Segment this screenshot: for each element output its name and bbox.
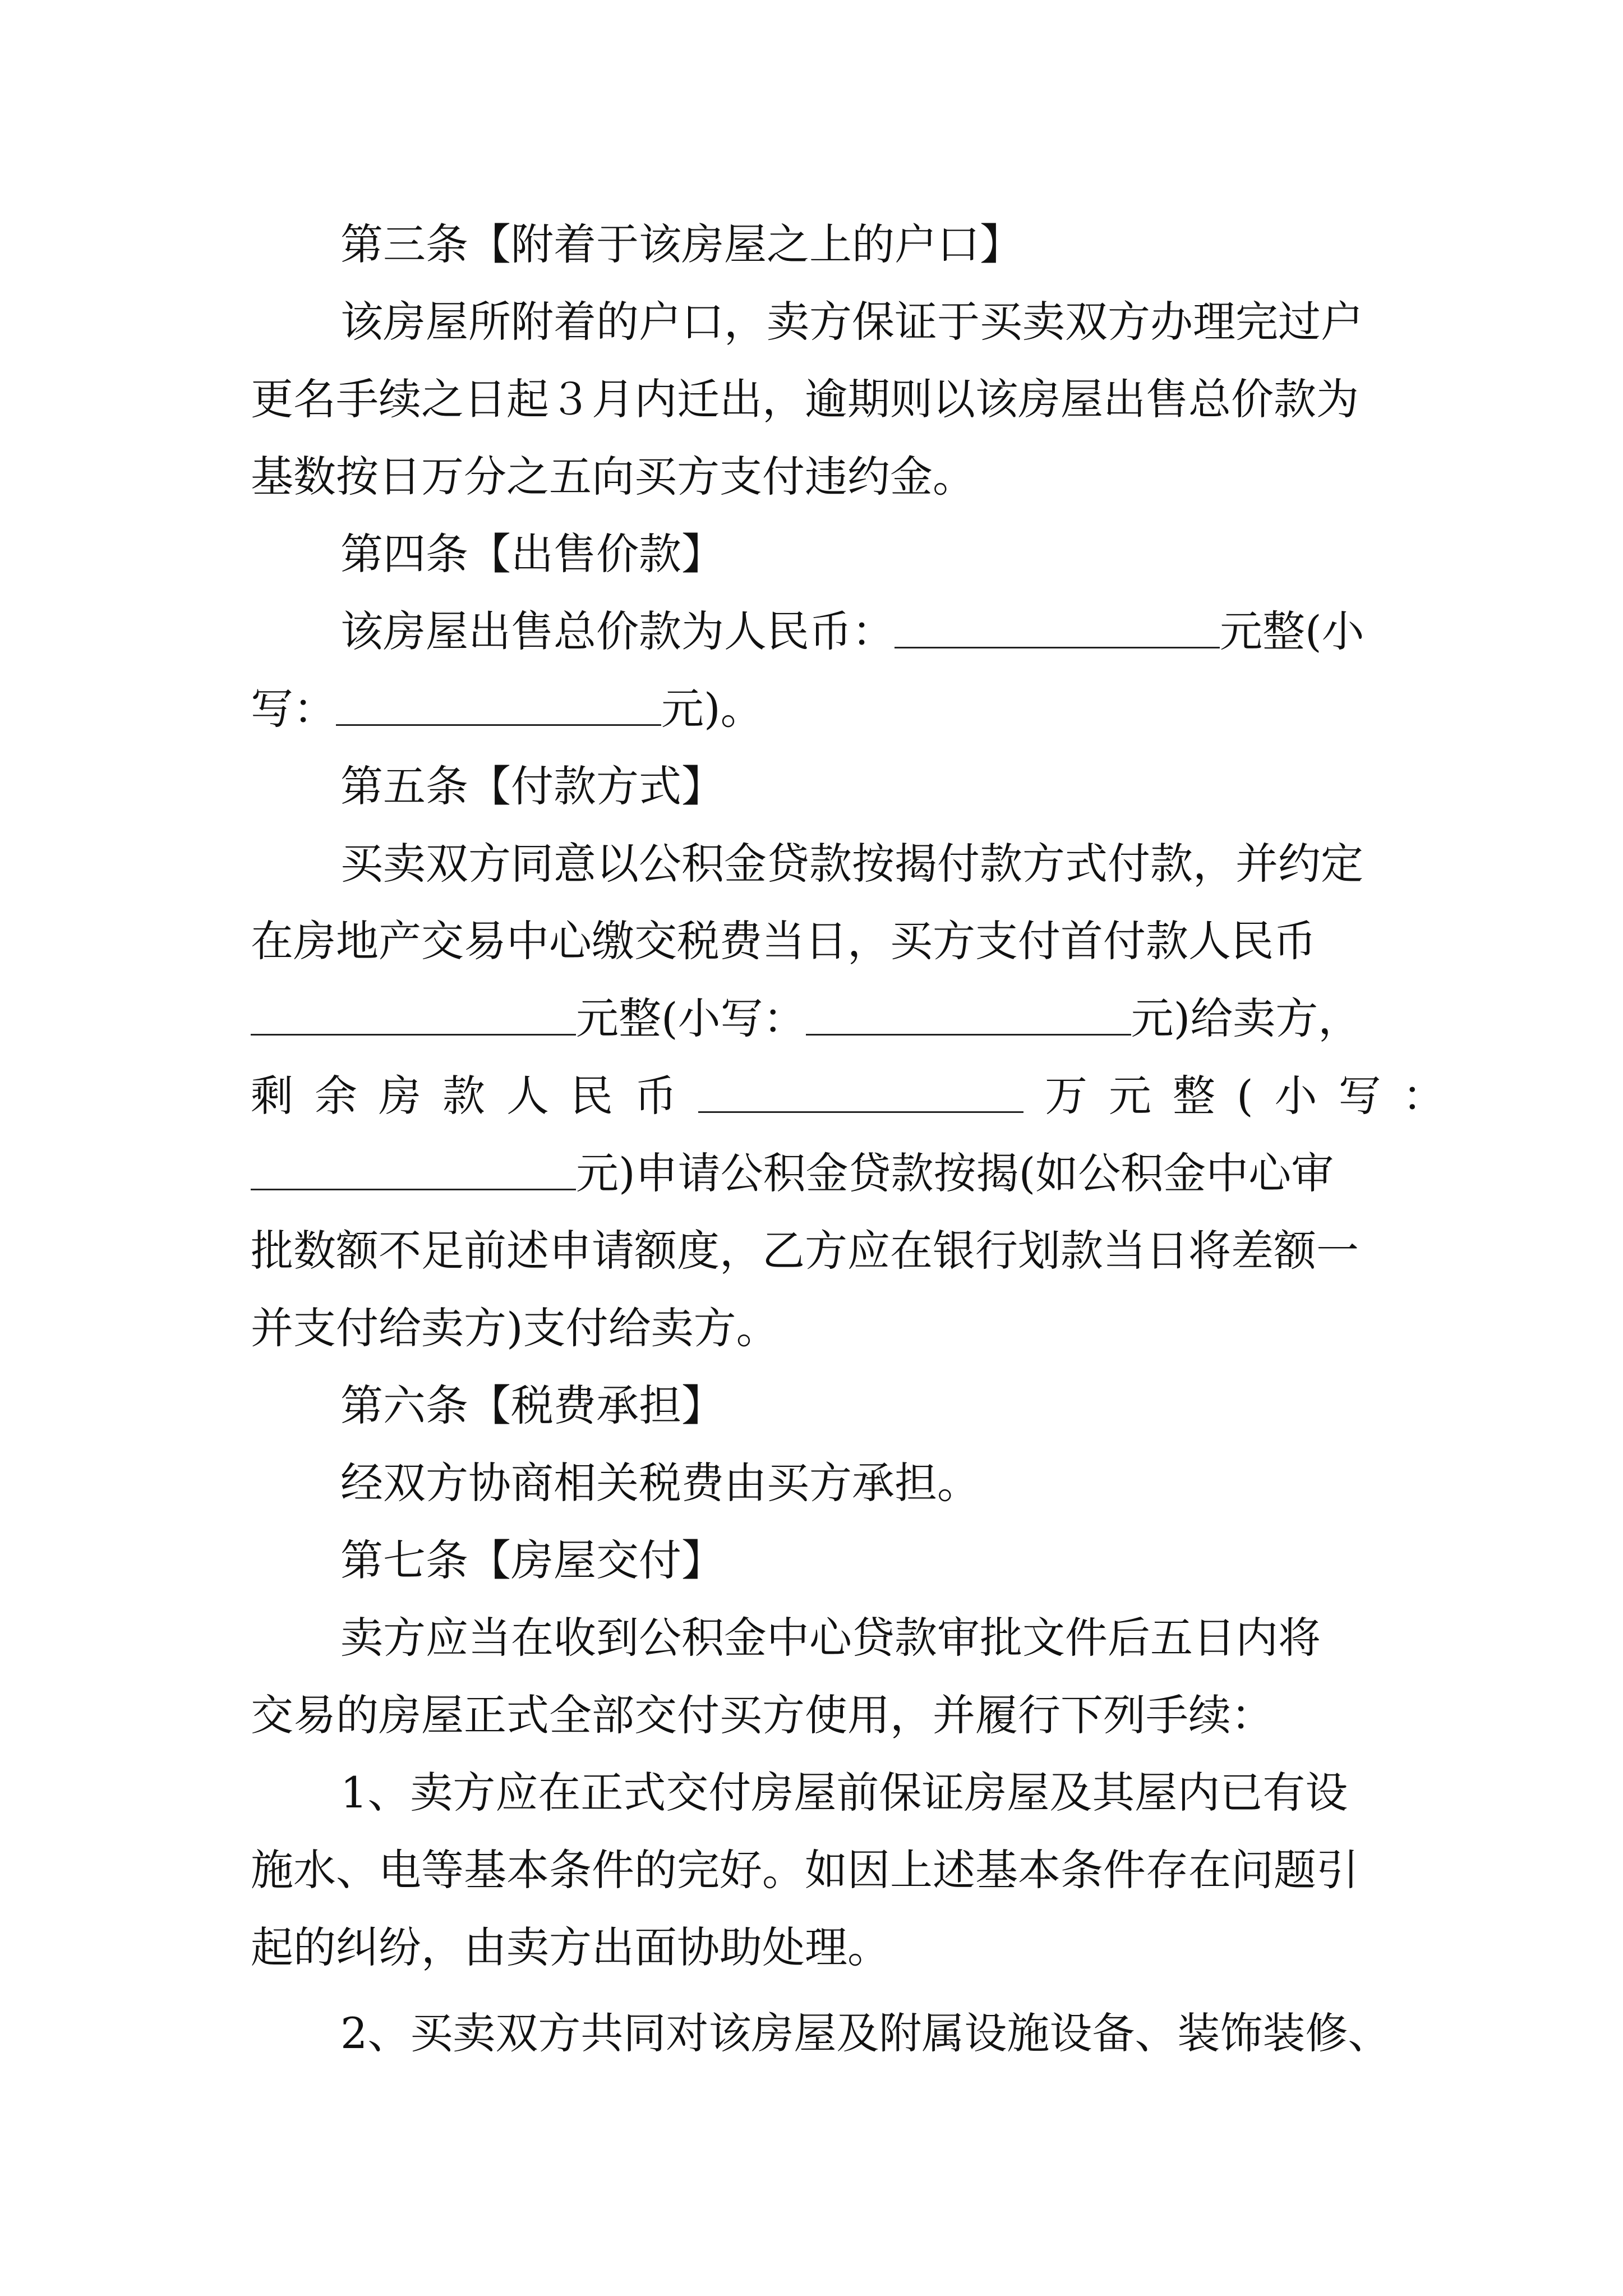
article6-heading: 第六条【税费承担】	[340, 1381, 724, 1430]
article4-line2	[251, 667, 1395, 751]
article4-line1-text: 该房屋出售总价款为人民币：	[340, 606, 895, 656]
price-small-blank	[336, 722, 661, 726]
article5-line7: 并支付给卖方)支付给卖方。	[251, 1303, 779, 1353]
article7-item2-line1: 2、买卖双方共同对该房屋及附属设施设备、装饰装修、	[340, 2008, 1391, 2058]
article7-heading: 第七条【房屋交付】	[340, 1535, 724, 1585]
remaining-blank	[698, 1109, 1023, 1113]
article5-line4-text: 剩余房款人民币	[251, 1071, 698, 1121]
article7-item1-line1: 1、卖方应在正式交付房屋前保证房屋及其屋内已有设	[340, 1768, 1348, 1818]
article5-line1: 买卖双方同意以公积金贷款按揭付款方式付款，并约定	[340, 839, 1363, 889]
article5-line3	[251, 977, 1395, 1061]
article5-line2: 在房地产交易中心缴交税费当日，买方支付首付款人民币	[251, 916, 1316, 966]
article5-line3-mid: 元整(小写：	[576, 993, 806, 1043]
article7-item1-line3: 起的纠纷，由卖方出面协助处理。	[251, 1922, 890, 1972]
article5-line4-suffix: 万元整(小写：	[1045, 1071, 1467, 1121]
article6-line1: 经双方协商相关税费由买方承担。	[340, 1458, 980, 1508]
article3-line1: 该房屋所附着的户口，卖方保证于买卖双方办理完过户	[340, 297, 1363, 347]
article5-heading: 第五条【付款方式】	[340, 761, 724, 811]
down-payment-small-blank	[806, 1032, 1131, 1036]
article4-line2-suffix: 元)。	[661, 684, 763, 734]
article3-heading: 第三条【附着于该房屋之上的户口】	[340, 219, 1022, 269]
article4-line2-text: 写：	[251, 684, 336, 734]
article7-line2: 交易的房屋正式全部交付买方使用，并履行下列手续：	[251, 1690, 1274, 1740]
remaining-small-blank	[251, 1186, 576, 1190]
down-payment-blank	[251, 1032, 576, 1036]
price-blank	[895, 645, 1220, 648]
article5-line5-text: 元)申请公积金贷款按揭(如公积金中心审	[576, 1148, 1334, 1198]
article4-heading: 第四条【出售价款】	[340, 529, 724, 579]
article7-item1-line2: 施水、电等基本条件的完好。如因上述基本条件存在问题引	[251, 1845, 1359, 1895]
article7-line1: 卖方应当在收到公积金中心贷款审批文件后五日内将	[340, 1613, 1321, 1663]
article3-line2: 更名手续之日起３月内迁出，逾期则以该房屋出售总价款为	[251, 374, 1359, 424]
article5-line6: 批数额不足前述申请额度，乙方应在银行划款当日将差额一	[251, 1226, 1359, 1276]
article5-line5	[251, 1131, 1395, 1216]
article4-line1	[340, 590, 1484, 674]
article5-line4	[251, 1054, 1467, 1138]
article5-line3-suffix: 元)给卖方，	[1131, 993, 1361, 1043]
article3-line3: 基数按日万分之五向买方支付违约金。	[251, 452, 975, 501]
article4-line1-suffix: 元整(小	[1220, 606, 1364, 656]
